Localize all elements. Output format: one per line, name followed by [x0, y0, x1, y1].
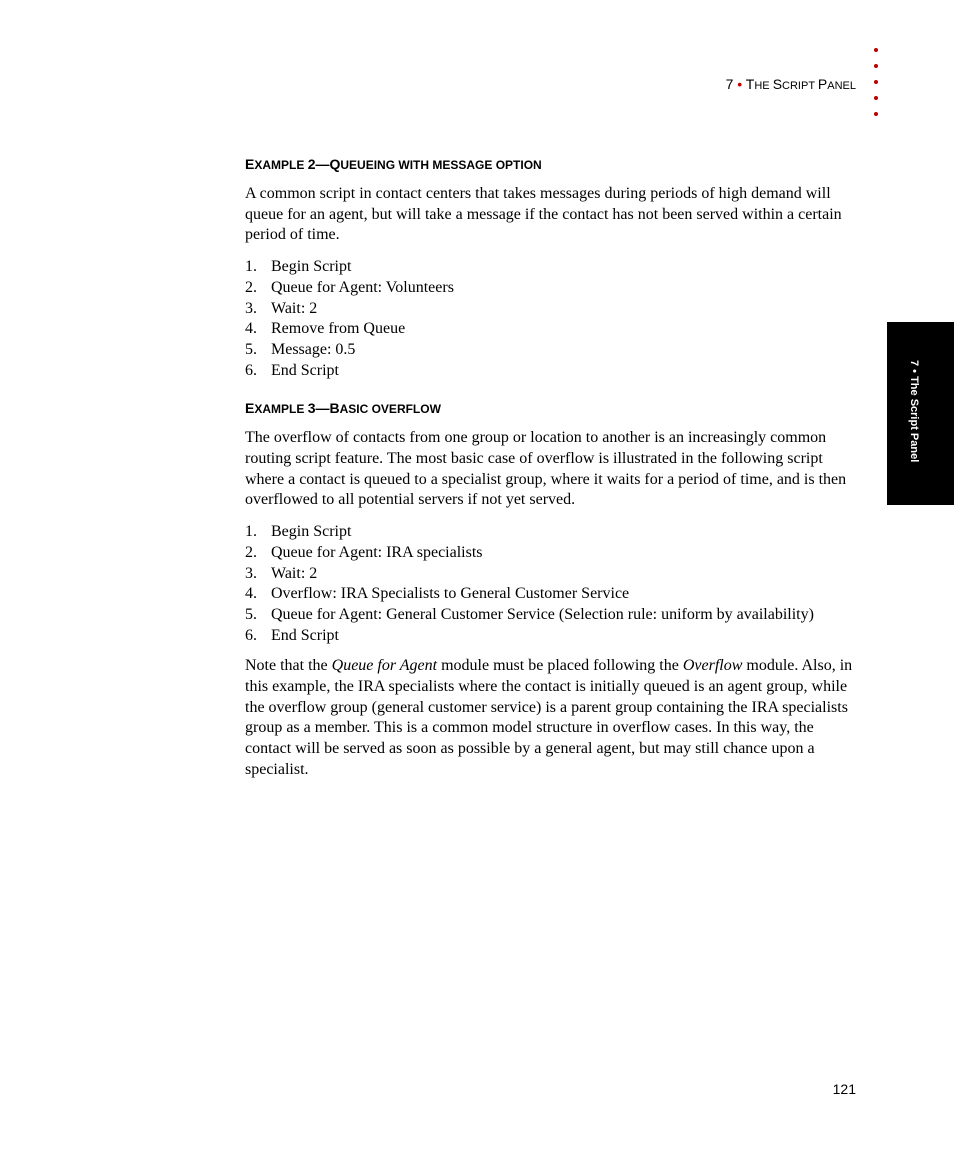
example-2-paragraph: A common script in contact centers that takes messages during periods of high demand will queue for an agent, but will take a message if the contact has not been served within a certain period of time.	[245, 185, 842, 244]
running-header	[726, 76, 856, 92]
header-bullet: •	[737, 76, 743, 92]
side-tab-label: 7 • The Script Panel	[908, 360, 920, 463]
list-item: 1. Begin Script	[245, 523, 352, 541]
list-item: 2. Queue for Agent: IRA specialists	[245, 543, 483, 561]
chapter-title: THE SCRIPT PANEL	[745, 76, 856, 92]
example-2-steps	[245, 257, 857, 381]
chapter-number: 7	[725, 76, 734, 92]
list-item: 5. Queue for Agent: General Customer Service (Selection rule: uniform by availability)	[245, 605, 814, 623]
example-2-heading: EXAMPLE 2—QUEUEING WITH MESSAGE OPTION	[245, 156, 542, 172]
dot-icon	[874, 64, 878, 68]
decorative-dots	[873, 48, 881, 128]
example-3-paragraph: The overflow of contacts from one group or location to another is an increasingly common routing script feature. The most basic case of overflow is illustrated in the following script where a contact is queued to a specialist group, where it waits for a period of time, and is then overflowed to all potential servers if not yet served.	[245, 429, 847, 509]
dot-icon	[874, 96, 878, 100]
list-item: 1. Begin Script	[245, 258, 352, 276]
page-number: 121	[832, 1081, 856, 1097]
list-item: 5. Message: 0.5	[245, 340, 356, 358]
example-3-note: Note that the Queue for Agent module must be placed following the Overflow module. Also, in this example, the IRA specialists where the contact is initially queued is an agent group, while the overflow group (general customer service) is a parent group containing the IRA specialists group as a member. This is a common model structure in overflow cases. In this way, the contact will be served as soon as possible by a general agent, but may still chance upon a specialist.	[245, 657, 853, 778]
list-item: 4. Overflow: IRA Specialists to General Customer Service	[245, 585, 630, 603]
list-item: 4. Remove from Queue	[245, 320, 406, 338]
page-content	[245, 155, 857, 781]
list-item: 6. End Script	[245, 626, 339, 644]
example-3-steps	[245, 522, 857, 646]
list-item: 3. Wait: 2	[245, 299, 318, 317]
list-item: 2. Queue for Agent: Volunteers	[245, 278, 454, 296]
chapter-side-tab	[887, 322, 954, 505]
dot-icon	[874, 48, 878, 52]
list-item: 6. End Script	[245, 361, 339, 379]
example-3-heading: EXAMPLE 3—BASIC OVERFLOW	[245, 400, 441, 417]
dot-icon	[874, 80, 878, 84]
dot-icon	[874, 112, 878, 116]
list-item: 3. Wait: 2	[245, 564, 318, 582]
